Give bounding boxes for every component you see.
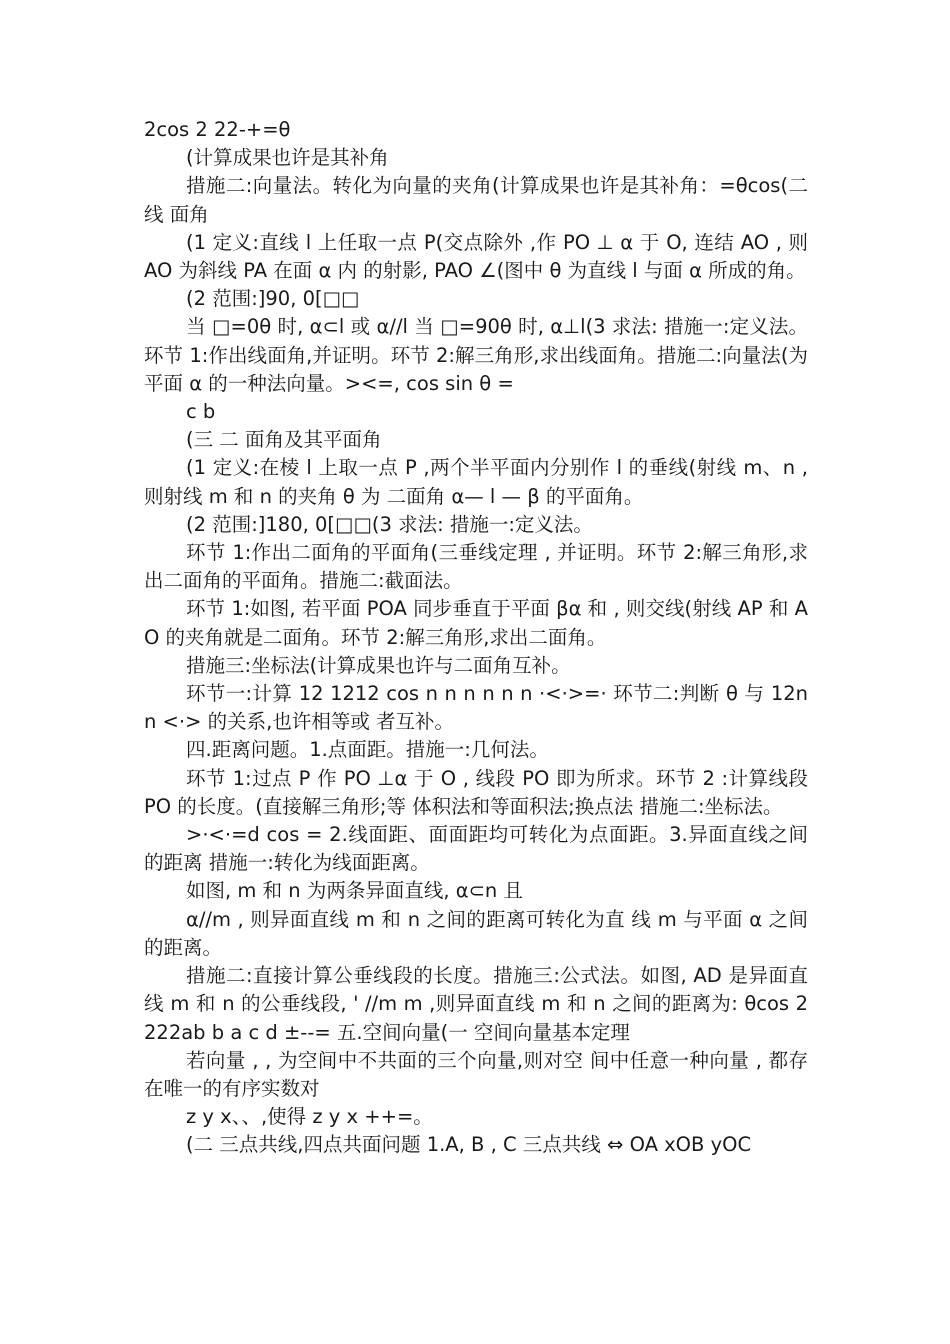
paragraph: 环节 1:作出二面角的平面角(三垂线定理 , 并证明。环节 2:解三角形,求出二面角的平面角。措施二:截面法。 [144, 541, 808, 593]
body-text [144, 116, 808, 1160]
paragraph: 当 □=0θ 时, α⊂l 或 α//l 当 □=90θ 时, α⊥l(3 求法: 措施一:定义法。环节 1:作出线面角,并证明。环节 2:解三角形,求出线面角。措施二:向量法(为平面 α 的一种法向量。><=, cos sin θ = [144, 315, 808, 395]
paragraph: (二 三点共线,四点共面问题 1.A, B , C 三点共线 ⇔ OA xOB yOC [186, 1133, 752, 1157]
paragraph: 若向量 , , 为空间中不共面的三个向量,则对空 间中任意一种向量 , 都存在唯一的有序实数对 [144, 1048, 808, 1100]
paragraph: (2 范围:]90, 0[□□ [186, 287, 360, 311]
paragraph: (三 二 面角及其平面角 [186, 428, 382, 452]
paragraph: 措施二:直接计算公垂线段的长度。措施三:公式法。如图, AD 是异面直线 m 和 n 的公垂线段, ' //m m ,则异面直线 m 和 n 之间的距离为: θcos 2222ab b a c d ±--= 五.空间向量(一 空间向量基本定理 [144, 964, 808, 1044]
paragraph: (2 范围:]180, 0[□□(3 求法: 措施一:定义法。 [186, 512, 593, 536]
paragraph: 环节 1:如图, 若平面 POA 同步垂直于平面 βα 和 , 则交线(射线 AP 和 AO 的夹角就是二面角。环节 2:解三角形,求出二面角。 [144, 597, 808, 649]
paragraph: (1 定义:直线 l 上任取一点 P(交点除外 ,作 PO ⊥ α 于 O, 连结 AO , 则 AO 为斜线 PA 在面 α 内 的射影, PAO ∠(图中 θ 为直线 l 与面 α 所成的角。 [144, 230, 808, 283]
paragraph: α//m , 则异面直线 m 和 n 之间的距离可转化为直 线 m 与平面 α 之间的距离。 [144, 907, 808, 959]
paragraph: 环节一:计算 12 1212 cos n n n n n n ·<·>=· 环节二:判断 θ 与 12n n <·> 的关系,也许相等或 者互补。 [144, 682, 808, 734]
paragraph: 措施三:坐标法(计算成果也许与二面角互补。 [186, 653, 571, 677]
paragraph: z y x、、,使得 z y x ++=。 [186, 1105, 433, 1129]
paragraph: >·<·=d cos = 2.线面距、面面距均可转化为点面距。3.异面直线之间的距离 措施一:转化为线面距离。 [144, 823, 808, 875]
paragraph: 措施二:向量法。转化为向量的夹角(计算成果也许是其补角：=θcos(二 线 面角 [144, 174, 808, 226]
paragraph: (1 定义:在棱 l 上取一点 P ,两个半平面内分别作 l 的垂线(射线 m、n ,则射线 m 和 n 的夹角 θ 为 二面角 α— l — β 的平面角。 [144, 456, 808, 508]
paragraph: 2cos 2 22-+=θ [144, 118, 291, 141]
paragraph: 环节 1:过点 P 作 PO ⊥α 于 O , 线段 PO 即为所求。环节 2 :计算线段 PO 的长度。(直接解三角形;等 体积法和等面积法;换点法 措施二:坐标法。 [144, 766, 808, 818]
paragraph: c b [186, 400, 216, 424]
paragraph: (计算成果也许是其补角 [186, 146, 389, 170]
paragraph: 如图, m 和 n 为两条异面直线, α⊂n 且 [186, 879, 523, 903]
paragraph: 四.距离问题。1.点面距。措施一:几何法。 [186, 738, 549, 762]
